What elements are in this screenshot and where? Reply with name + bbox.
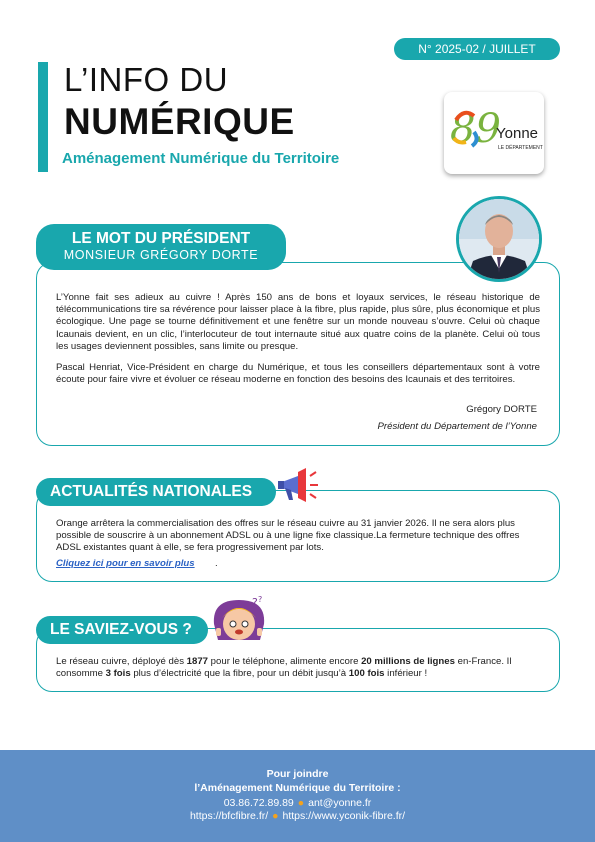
president-section — [36, 262, 560, 446]
megaphone-icon — [276, 466, 320, 504]
news-text: Orange arrêtera la commercialisation des offres sur le réseau cuivre au 31 janvier 2026. Il ne sera alors plus possible de souscrire à un abonnement ADSL ou à une ligne fixe classique.La fermeture technique des offres ADSL existantes quant à elle, se fera progressivement par lots. — [56, 518, 520, 554]
did-you-know-heading: LE SAVIEZ-VOUS ? — [36, 616, 208, 644]
confused-girl-icon — [206, 594, 272, 644]
footer-heading-1: Pour joindre — [266, 768, 329, 780]
title-accent-bar — [38, 62, 48, 172]
president-signature: Grégory DORTE — [466, 404, 537, 415]
footer — [0, 750, 595, 842]
president-paragraph-1: L’Yonne fait ses adieux au cuivre ! Après 150 ans de bons et loyaux services, le réseau historique de télécommunications tire sa révérence pour laisser place à la fibre, plus rapide, plus sûre, plus économique et plus écologique. Une page se tourne définitivement et une fenêtre sur un monde nouveau s’ouvre. Celui où chaque Icaunais devient, en un clic, l’interlocuteur de tout internaute situé aux quatre coins de la planète. Celui où tous les usages deviennent possibles, sans limite ou presque. — [56, 292, 540, 352]
did-you-know-text: Le réseau cuivre, déployé dès 1877 pour le téléphone, alimente encore 20 millions de lignes en-France. Il consomme 3 fois plus d’électricité que la fibre, pour un débit jusqu’à 100 fois inférieur ! — [56, 656, 512, 680]
logo-name: Yonne — [496, 125, 538, 142]
logo-tagline: LE DÉPARTEMENT — [498, 145, 543, 151]
issue-badge: N° 2025-02 / JUILLET — [394, 38, 560, 60]
learn-more-link[interactable]: Cliquez ici pour en savoir plus — [56, 558, 195, 569]
president-title: LE MOT DU PRÉSIDENT — [71, 230, 251, 247]
yonne-logo — [444, 92, 544, 174]
link-period: . — [215, 558, 218, 569]
president-photo — [456, 196, 542, 282]
separator-dot: ● — [272, 810, 279, 822]
footer-contacts — [0, 797, 595, 809]
newsletter-title-line1: L’INFO DU — [64, 61, 229, 98]
president-heading — [36, 224, 286, 270]
footer-links — [0, 810, 595, 822]
footer-phone[interactable]: 03.86.72.89.89 — [223, 797, 294, 809]
separator-dot: ● — [297, 797, 305, 809]
president-name: MONSIEUR GRÉGORY DORTE — [63, 248, 259, 262]
question-mark-icon: ? — [252, 596, 258, 609]
footer-link-yconik[interactable]: https://www.yconik-fibre.fr/ — [282, 810, 406, 822]
newsletter-subtitle: Aménagement Numérique du Territoire — [62, 150, 340, 167]
footer-heading-2: l’Aménagement Numérique du Territoire : — [194, 782, 401, 794]
news-heading: ACTUALITÉS NATIONALES — [36, 478, 276, 506]
president-role: Président du Département de l’Yonne — [377, 421, 537, 432]
logo-number: 89 — [450, 106, 501, 152]
president-paragraph-2: Pascal Henriat, Vice-Président en charge du Numérique, et tous les conseillers départementaux sont à votre écoute pour faire vivre et évoluer ce réseau moderne en fonction des besoins des Icaunais et des territoires. — [56, 362, 540, 386]
svg-text:?: ? — [258, 595, 263, 604]
footer-email[interactable]: ant@yonne.fr — [308, 797, 372, 809]
newsletter-title-line2: NUMÉRIQUE — [64, 101, 295, 142]
footer-link-bfcfibre[interactable]: https://bfcfibre.fr/ — [189, 810, 269, 822]
